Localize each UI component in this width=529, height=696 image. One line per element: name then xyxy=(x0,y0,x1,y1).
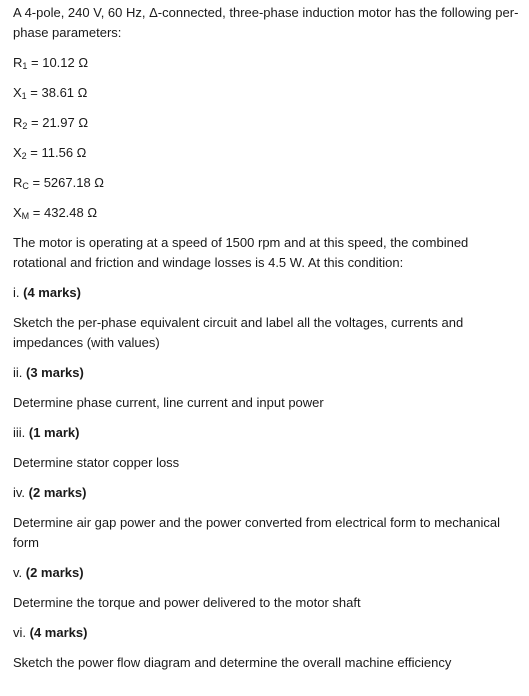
param-xm: $X_M = 432.48$ Ω xyxy=(13,205,98,221)
param-rc: $R_C = 5267.18$ Ω xyxy=(13,175,105,191)
operating-condition: The motor is operating at a speed of 1500 rpm and at this speed, the combined rotational and friction and windage losses is 4.5 W. At this condition: xyxy=(13,235,469,270)
part-title-iv: iv. (2 marks) xyxy=(13,485,87,500)
part-title-v: v. (2 marks) xyxy=(13,565,84,580)
part-task-iv: Determine air gap power and the power converted from electrical form to mechanical form xyxy=(13,515,501,550)
param-r1: $R_1 = 10.12$ Ω xyxy=(13,55,89,71)
part-title-iii: iii. (1 mark) xyxy=(13,425,80,440)
part-task-ii: Determine phase current, line current and input power xyxy=(13,395,324,410)
part-task-i: Sketch the per-phase equivalent circuit and label all the voltages, currents and impedances (with values) xyxy=(13,315,464,350)
part-title-i: i. (4 marks) xyxy=(13,285,81,300)
part-title-ii: ii. (3 marks) xyxy=(13,365,84,380)
param-x1: $X_1 = 38.61$ Ω xyxy=(13,85,88,101)
problem-intro: A 4-pole, 240 V, 60 Hz, Δ-connected, three-phase induction motor has the following per-phase parameters: xyxy=(13,5,519,40)
part-task-vi: Sketch the power flow diagram and determine the overall machine efficiency xyxy=(13,655,452,670)
param-x2: $X_2 = 11.56$ Ω xyxy=(13,145,87,161)
part-title-vi: vi. (4 marks) xyxy=(13,625,88,640)
part-task-iii: Determine stator copper loss xyxy=(13,455,180,470)
param-r2: $R_2 = 21.97$ Ω xyxy=(13,115,89,131)
part-task-v: Determine the torque and power delivered to the motor shaft xyxy=(13,595,361,610)
